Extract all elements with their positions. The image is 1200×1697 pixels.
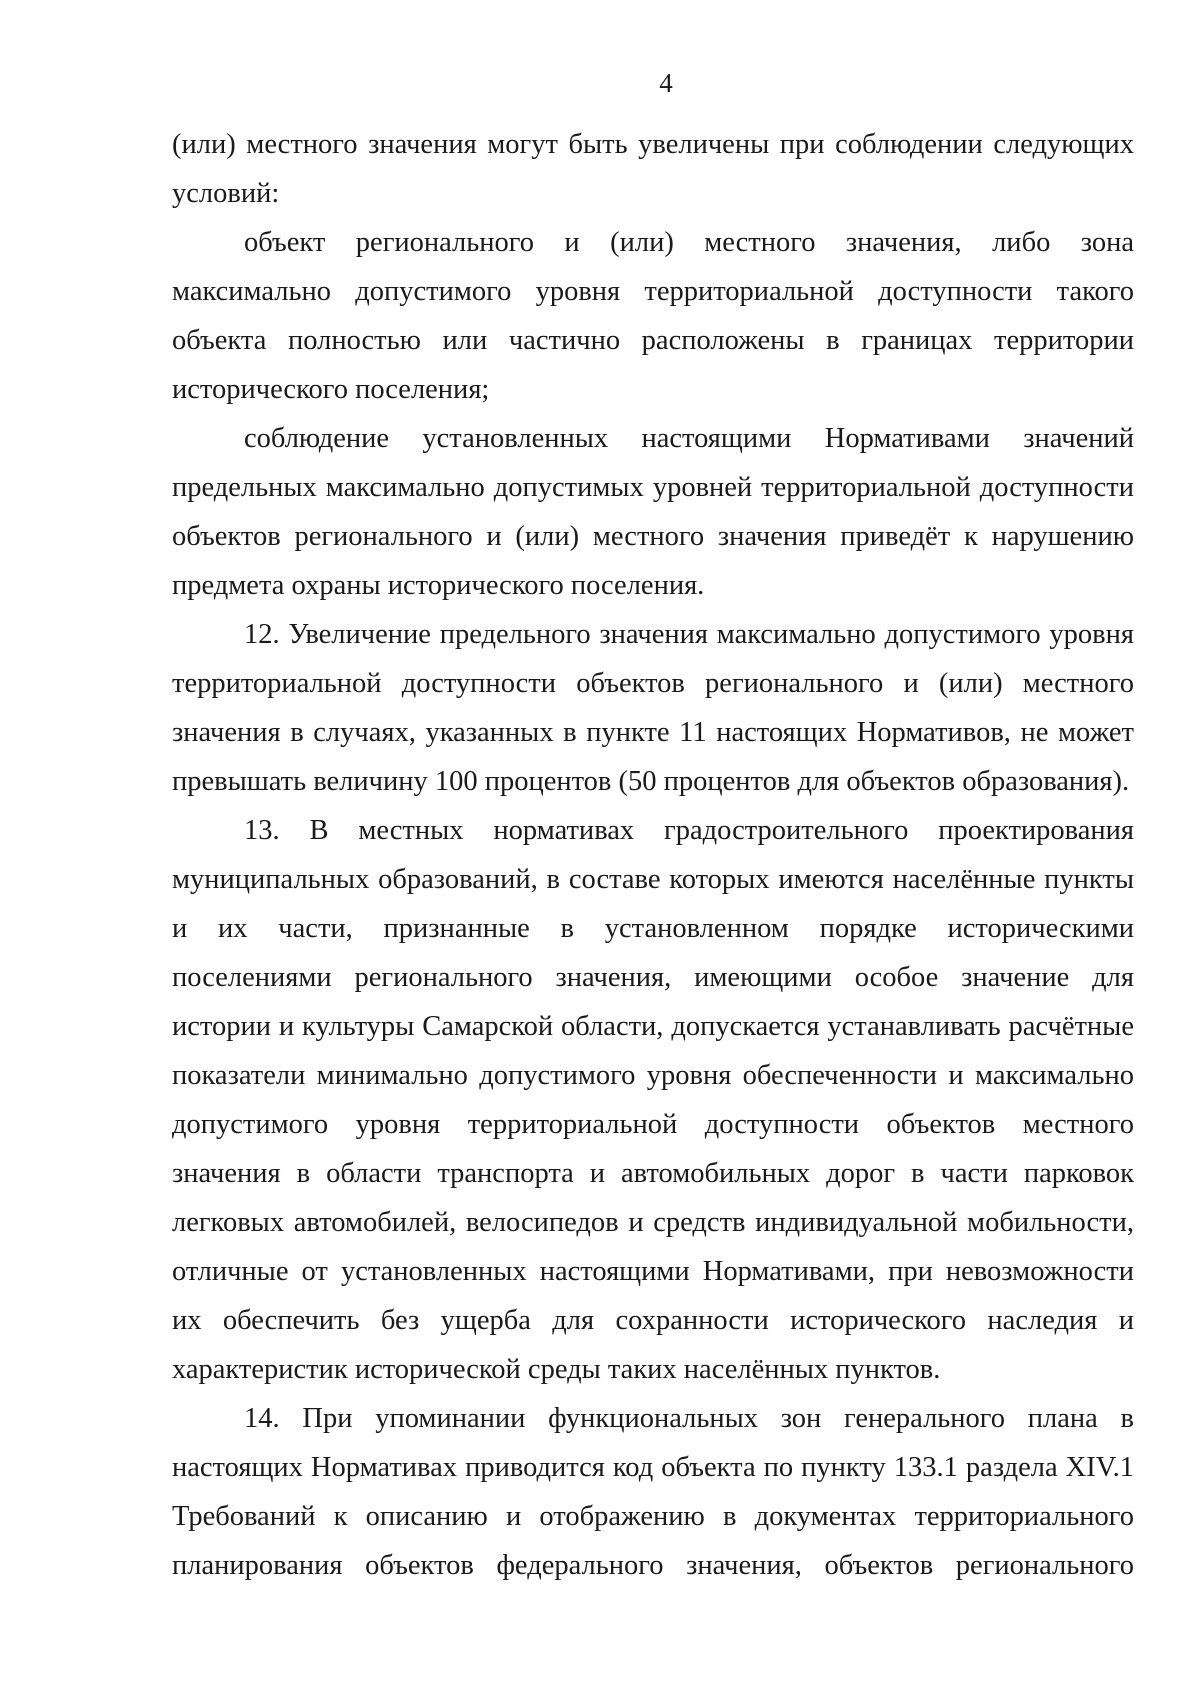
paragraph-continuation: (или) местного значения могут быть увеличены при соблюдении следующих условий: xyxy=(172,129,1134,209)
paragraph-condition-historic-territory: объект регионального и (или) местного значения, либо зона максимально допустимого уровня территориальной доступности такого объекта полностью или частично расположены в границах территории исторического поселения; xyxy=(172,227,1134,405)
paragraph-item-12: 12. Увеличение предельного значения максимально допустимого уровня территориальной доступности объектов регионального и (или) местного значения в случаях, указанных в пункте 11 настоящих Нормативов, не может превышать величину 100 процентов (50 процентов для объектов образования). xyxy=(172,619,1134,797)
page-number: 4 xyxy=(659,68,673,98)
paragraph-item-14: 14. При упоминании функциональных зон генерального плана в настоящих Нормативах приводится код объекта по пункту 133.1 раздела XIV.1 Требований к описанию и отображению в документах территориального планирования объектов федерального значения, объектов регионального xyxy=(172,1403,1134,1581)
paragraph-condition-protection-subject: соблюдение установленных настоящими Нормативами значений предельных максимально допустимых уровней территориальной доступности объектов регионального и (или) местного значения приведёт к нарушению предмета охраны исторического поселения. xyxy=(172,423,1134,601)
paragraph-item-13: 13. В местных нормативах градостроительного проектирования муниципальных образований, в составе которых имеются населённые пункты и их части, признанные в установленном порядке историческими поселениями регионального значения, имеющими особое значение для истории и культуры Самарской области, допускается устанавливать расчётные показатели минимально допустимого уровня обеспеченности и максимально допустимого уровня территориальной доступности объектов местного значения в области транспорта и автомобильных дорог в части парковок легковых автомобилей, велосипедов и средств индивидуальной мобильности, отличные от установленных настоящими Нормативами, при невозможности их обеспечить без ущерба для сохранности исторического наследия и характеристик исторической среды таких населённых пунктов. xyxy=(172,815,1134,1385)
document-body xyxy=(172,120,1134,1590)
